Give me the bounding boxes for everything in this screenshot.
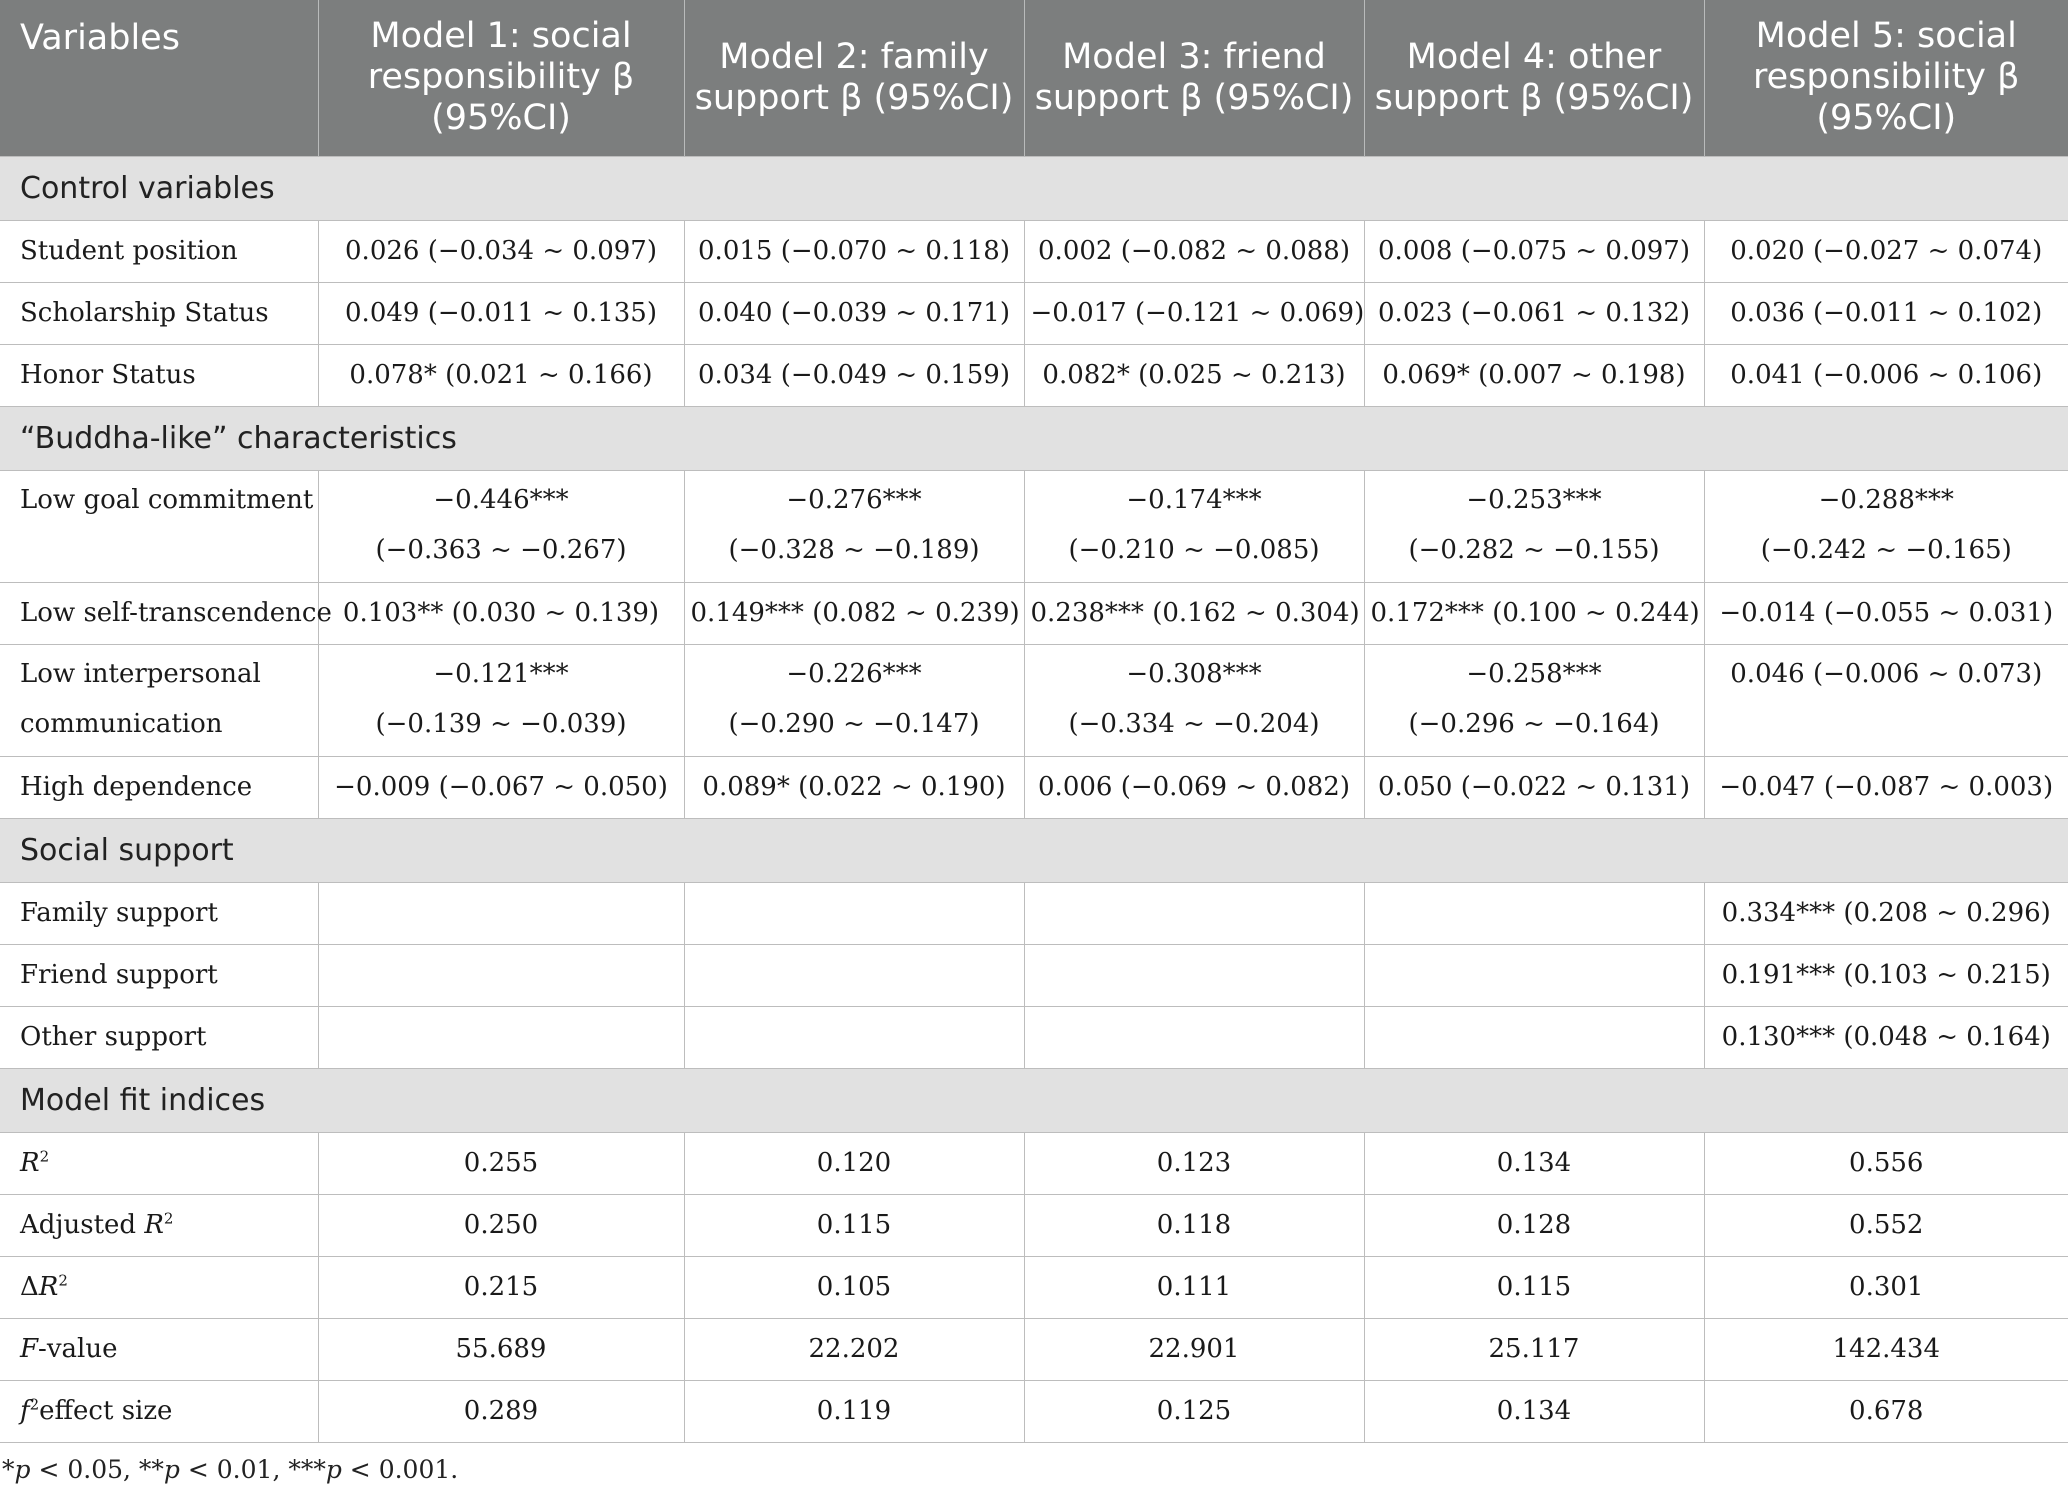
cell-model-2	[684, 944, 1024, 1006]
cell-model-4: 25.117	[1364, 1318, 1704, 1380]
cell-model-4	[1364, 1006, 1704, 1068]
cell-model-5: 0.556	[1704, 1132, 2068, 1194]
cell-model-1: 0.078* (0.021 ~ 0.166)	[318, 344, 684, 406]
cell-model-2: 0.120	[684, 1132, 1024, 1194]
cell-model-3: 0.118	[1024, 1194, 1364, 1256]
cell-model-2	[684, 470, 1024, 582]
cell-model-1: 0.215	[318, 1256, 684, 1318]
cell-model-4	[1364, 944, 1704, 1006]
row-label: High dependence	[0, 756, 318, 818]
ci: (−0.282 ~ −0.155)	[1408, 534, 1660, 565]
coef: −0.276***	[786, 484, 922, 515]
label-pre: Δ	[20, 1272, 39, 1302]
cell-model-1	[318, 644, 684, 756]
cell-model-5: −0.014 (−0.055 ~ 0.031)	[1704, 582, 2068, 644]
table-row-delta-r-squared	[0, 1256, 2068, 1318]
cell-model-5: 0.046 (−0.006 ~ 0.073)	[1704, 644, 2068, 756]
ci: (−0.328 ~ −0.189)	[728, 534, 980, 565]
cell-model-3	[1024, 1006, 1364, 1068]
cell-model-3: 0.125	[1024, 1380, 1364, 1442]
cell-model-2	[684, 882, 1024, 944]
table-row-f2-effect-size	[0, 1380, 2068, 1442]
label-sup: 2	[29, 1395, 40, 1414]
section-model-fit-indices: Model fit indices	[0, 1068, 2068, 1132]
table-row-high-dependence	[0, 756, 2068, 818]
ci: (−0.296 ~ −0.164)	[1408, 708, 1660, 739]
header-model-3: Model 3: friend support β (95%CI)	[1024, 0, 1364, 156]
cell-model-3: 0.082* (0.025 ~ 0.213)	[1024, 344, 1364, 406]
cell-model-5: 0.041 (−0.006 ~ 0.106)	[1704, 344, 2068, 406]
section-buddha-like-characteristics: “Buddha-like” characteristics	[0, 406, 2068, 470]
table-row-low-goal-commitment	[0, 470, 2068, 582]
cell-model-4: 0.134	[1364, 1380, 1704, 1442]
cell-model-3: 22.901	[1024, 1318, 1364, 1380]
cell-model-1: 0.289	[318, 1380, 684, 1442]
cell-model-2: 0.119	[684, 1380, 1024, 1442]
cell-model-1	[318, 944, 684, 1006]
cell-model-5: 0.301	[1704, 1256, 2068, 1318]
table-row-low-self-transcendence	[0, 582, 2068, 644]
table-row-r-squared	[0, 1132, 2068, 1194]
ci: (−0.210 ~ −0.085)	[1068, 534, 1320, 565]
cell-model-4: 0.134	[1364, 1132, 1704, 1194]
cell-model-4: 0.023 (−0.061 ~ 0.132)	[1364, 282, 1704, 344]
row-label	[0, 1132, 318, 1194]
row-label	[0, 1318, 318, 1380]
row-label	[0, 1256, 318, 1318]
table-row-student-position	[0, 220, 2068, 282]
cell-model-3: 0.238*** (0.162 ~ 0.304)	[1024, 582, 1364, 644]
cell-model-5	[1704, 470, 2068, 582]
cell-model-3: 0.002 (−0.082 ~ 0.088)	[1024, 220, 1364, 282]
cell-model-1: 0.026 (−0.034 ~ 0.097)	[318, 220, 684, 282]
cell-model-4: 0.172*** (0.100 ~ 0.244)	[1364, 582, 1704, 644]
row-label: Scholarship Status	[0, 282, 318, 344]
cell-model-3: 0.006 (−0.069 ~ 0.082)	[1024, 756, 1364, 818]
cell-model-2: 0.015 (−0.070 ~ 0.118)	[684, 220, 1024, 282]
ci: (−0.334 ~ −0.204)	[1068, 708, 1320, 739]
coef: −0.446***	[433, 484, 569, 515]
header-model-1: Model 1: social responsibility β (95%CI)	[318, 0, 684, 156]
label-post: -value	[38, 1334, 118, 1364]
coef: −0.121***	[433, 658, 569, 689]
ci: (−0.242 ~ −0.165)	[1760, 534, 2012, 565]
table-row-friend-support	[0, 944, 2068, 1006]
cell-model-4: 0.128	[1364, 1194, 1704, 1256]
footnote-p: p	[325, 1455, 342, 1484]
cell-model-3	[1024, 944, 1364, 1006]
cell-model-4	[1364, 644, 1704, 756]
label-r: R	[38, 1272, 59, 1302]
cell-model-5: 142.434	[1704, 1318, 2068, 1380]
coef: −0.308***	[1126, 658, 1262, 689]
row-label: Low self-transcendence	[0, 582, 318, 644]
cell-model-3: 0.111	[1024, 1256, 1364, 1318]
label-r: R	[144, 1210, 164, 1240]
cell-model-1: −0.009 (−0.067 ~ 0.050)	[318, 756, 684, 818]
table-row-other-support	[0, 1006, 2068, 1068]
cell-model-1	[318, 470, 684, 582]
cell-model-3	[1024, 470, 1364, 582]
cell-model-5: 0.678	[1704, 1380, 2068, 1442]
cell-model-4: 0.069* (0.007 ~ 0.198)	[1364, 344, 1704, 406]
row-label: Honor Status	[0, 344, 318, 406]
footnote-p: p	[14, 1455, 31, 1484]
section-row-buddha	[0, 406, 2068, 470]
cell-model-2: 0.040 (−0.039 ~ 0.171)	[684, 282, 1024, 344]
cell-model-4	[1364, 470, 1704, 582]
row-label: Friend support	[0, 944, 318, 1006]
cell-model-2: 0.089* (0.022 ~ 0.190)	[684, 756, 1024, 818]
cell-model-1: 0.250	[318, 1194, 684, 1256]
cell-model-1	[318, 882, 684, 944]
header-model-4: Model 4: other support β (95%CI)	[1364, 0, 1704, 156]
label-f: f	[20, 1396, 30, 1426]
table-footnote	[2, 1455, 458, 1484]
cell-model-3: 0.123	[1024, 1132, 1364, 1194]
cell-model-5: 0.552	[1704, 1194, 2068, 1256]
cell-model-4: 0.008 (−0.075 ~ 0.097)	[1364, 220, 1704, 282]
table-row-low-interpersonal-communication	[0, 644, 2068, 756]
header-row	[0, 0, 2068, 156]
section-control-variables: Control variables	[0, 156, 2068, 220]
row-label-line-1: Low interpersonal	[20, 658, 261, 689]
cell-model-3: −0.017 (−0.121 ~ 0.069)	[1024, 282, 1364, 344]
coef: −0.258***	[1466, 658, 1602, 689]
row-label	[0, 644, 318, 756]
footnote-p: p	[163, 1455, 180, 1484]
row-label	[0, 1380, 318, 1442]
coef: −0.174***	[1126, 484, 1262, 515]
coef: −0.288***	[1818, 484, 1954, 515]
cell-model-2: 22.202	[684, 1318, 1024, 1380]
section-row-fit	[0, 1068, 2068, 1132]
table-row-adjusted-r-squared	[0, 1194, 2068, 1256]
row-label: Other support	[0, 1006, 318, 1068]
cell-model-1: 0.255	[318, 1132, 684, 1194]
ci: (−0.363 ~ −0.267)	[375, 534, 627, 565]
cell-model-2: 0.115	[684, 1194, 1024, 1256]
cell-model-5: 0.036 (−0.011 ~ 0.102)	[1704, 282, 2068, 344]
footnote-star: *	[2, 1455, 15, 1484]
header-model-5: Model 5: social responsibility β (95%CI)	[1704, 0, 2068, 156]
cell-model-2: 0.105	[684, 1256, 1024, 1318]
table-row-family-support	[0, 882, 2068, 944]
footnote-text: < 0.01, ***	[179, 1455, 326, 1484]
cell-model-4: 0.115	[1364, 1256, 1704, 1318]
cell-model-5: 0.130*** (0.048 ~ 0.164)	[1704, 1006, 2068, 1068]
cell-model-2: 0.034 (−0.049 ~ 0.159)	[684, 344, 1024, 406]
footnote-text: < 0.05, **	[30, 1455, 164, 1484]
row-label	[0, 1194, 318, 1256]
cell-model-1: 55.689	[318, 1318, 684, 1380]
cell-model-2	[684, 644, 1024, 756]
ci: (−0.290 ~ −0.147)	[728, 708, 980, 739]
header-variables: Variables	[0, 0, 318, 156]
table-row-f-value	[0, 1318, 2068, 1380]
label-sup: 2	[58, 1271, 68, 1290]
coef: −0.226***	[786, 658, 922, 689]
cell-model-1	[318, 1006, 684, 1068]
row-label: Family support	[0, 882, 318, 944]
table-row-honor-status	[0, 344, 2068, 406]
cell-model-1: 0.103** (0.030 ~ 0.139)	[318, 582, 684, 644]
section-row-social	[0, 818, 2068, 882]
cell-model-2	[684, 1006, 1024, 1068]
cell-model-4	[1364, 882, 1704, 944]
cell-model-5: 0.191*** (0.103 ~ 0.215)	[1704, 944, 2068, 1006]
cell-model-5: 0.334*** (0.208 ~ 0.296)	[1704, 882, 2068, 944]
coef: −0.253***	[1466, 484, 1602, 515]
label-sup: 2	[163, 1209, 174, 1228]
cell-model-3	[1024, 882, 1364, 944]
cell-model-1: 0.049 (−0.011 ~ 0.135)	[318, 282, 684, 344]
section-row-control	[0, 156, 2068, 220]
table-row-scholarship-status	[0, 282, 2068, 344]
footnote-text: < 0.001.	[341, 1455, 459, 1484]
label-f: F	[20, 1334, 39, 1364]
cell-model-3	[1024, 644, 1364, 756]
row-label-line-2: communication	[20, 708, 223, 739]
cell-model-2: 0.149*** (0.082 ~ 0.239)	[684, 582, 1024, 644]
cell-model-5: −0.047 (−0.087 ~ 0.003)	[1704, 756, 2068, 818]
cell-model-4: 0.050 (−0.022 ~ 0.131)	[1364, 756, 1704, 818]
row-label: Low goal commitment	[0, 470, 318, 582]
ci: (−0.139 ~ −0.039)	[375, 708, 627, 739]
label-r: R	[20, 1148, 40, 1178]
label-sup: 2	[39, 1147, 50, 1166]
label-post: effect size	[39, 1396, 173, 1426]
row-label: Student position	[0, 220, 318, 282]
cell-model-5: 0.020 (−0.027 ~ 0.074)	[1704, 220, 2068, 282]
label-pre: Adjusted	[20, 1210, 145, 1240]
header-model-2: Model 2: family support β (95%CI)	[684, 0, 1024, 156]
section-social-support: Social support	[0, 818, 2068, 882]
